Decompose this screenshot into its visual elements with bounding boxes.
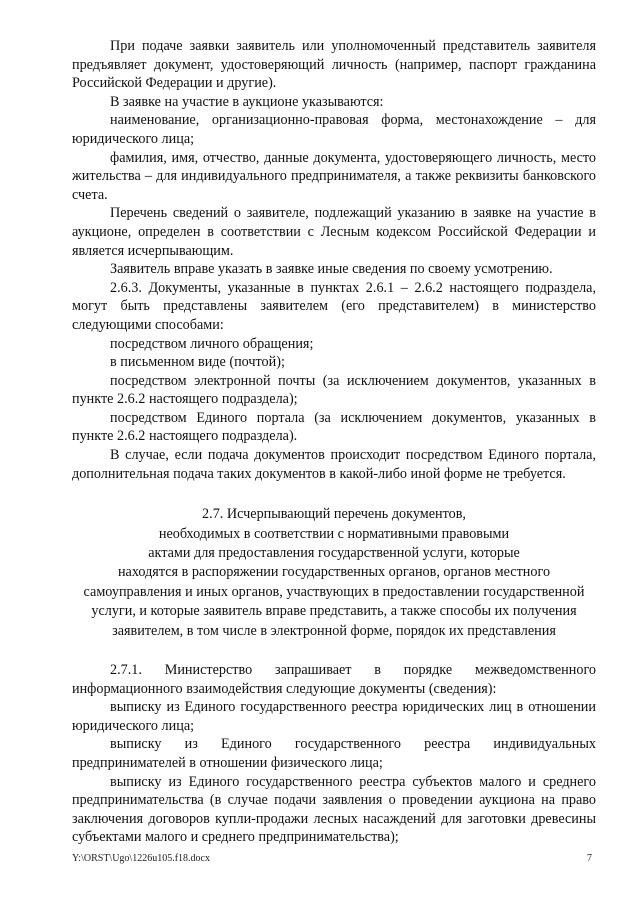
paragraph: посредством Единого портала (за исключением документов, указанных в пункте 2.6.2 настоящего подраздела). (72, 409, 596, 445)
heading-line: необходимых в соответствии с нормативными правовыми (158, 525, 510, 542)
paragraph: При подаче заявки заявитель или уполномоченный представитель заявителя предъявляет документ, удостоверяющий личность (например, паспорт гражданина Российской Федерации и другие). (72, 38, 596, 92)
paragraph: в письменном виде (почтой); (110, 354, 285, 371)
section-heading (72, 505, 596, 641)
paragraph: посредством личного обращения; (110, 335, 314, 352)
heading-line: самоуправления и иных органов, участвующих в предоставлении государственной (83, 583, 585, 600)
heading-line: находятся в распоряжении государственных органов, органов местного (117, 564, 551, 581)
paragraph: 2.6.3. Документы, указанные в пунктах 2.6.1 – 2.6.2 настоящего подраздела, могут быть представлены заявителем (его представителем) в министерство следующими способами: (72, 279, 596, 333)
paragraph: посредством электронной почты (за исключением документов, указанных в пункте 2.6.2 настоящего подраздела); (72, 372, 596, 408)
heading-line: 2.7. Исчерпывающий перечень документов, (202, 506, 466, 523)
document-page (72, 37, 596, 847)
paragraph: В заявке на участие в аукционе указываются: (110, 93, 384, 110)
paragraph: 2.7.1. Министерство запрашивает в порядке межведомственного информационного взаимодействия следующие документы (сведения): (72, 662, 596, 697)
paragraph: выписку из Единого государственного реестра субъектов малого и среднего предпринимательства (в случае подачи заявления о проведении аукциона на право заключения договоров купли-продажи лесных насаждений для заготовки древесины субъектами малого и среднего предпринимательства); (72, 773, 596, 846)
page-number: 7 (587, 853, 592, 864)
paragraph: выписку из Единого государственного реестра юридических лиц в отношении юридического лица; (72, 699, 596, 734)
paragraph: В случае, если подача документов происходит посредством Единого портала, дополнительная подача таких документов в какой-либо иной форме не требуется. (72, 447, 596, 482)
paragraph: Заявитель вправе указать в заявке иные сведения по своему усмотрению. (110, 261, 553, 278)
paragraph: фамилия, имя, отчество, данные документа, удостоверяющего личность, место жительства – для индивидуального предпринимателя, а также реквизиты банковского счета. (72, 149, 596, 203)
paragraph: выписку из Единого государственного реестра индивидуальных предпринимателей в отношении физического лица; (72, 736, 596, 772)
paragraph: наименование, организационно-правовая форма, местонахождение – для юридического лица; (72, 112, 596, 147)
heading-line: актами для предоставления государственной услуги, которые (148, 545, 520, 562)
paragraph: Перечень сведений о заявителе, подлежащий указанию в заявке на участие в аукционе, определен в соответствии с Лесным кодексом Российской Федерации и является исчерпывающим. (72, 205, 596, 259)
file-path: Y:\ORST\Ugo\1226u105.f18.docx (72, 853, 210, 864)
heading-line: заявителем, в том числе в электронной форме, порядок их представления (112, 622, 556, 639)
heading-line: услуги, и которые заявитель вправе представить, а также способы их получения (91, 603, 577, 620)
